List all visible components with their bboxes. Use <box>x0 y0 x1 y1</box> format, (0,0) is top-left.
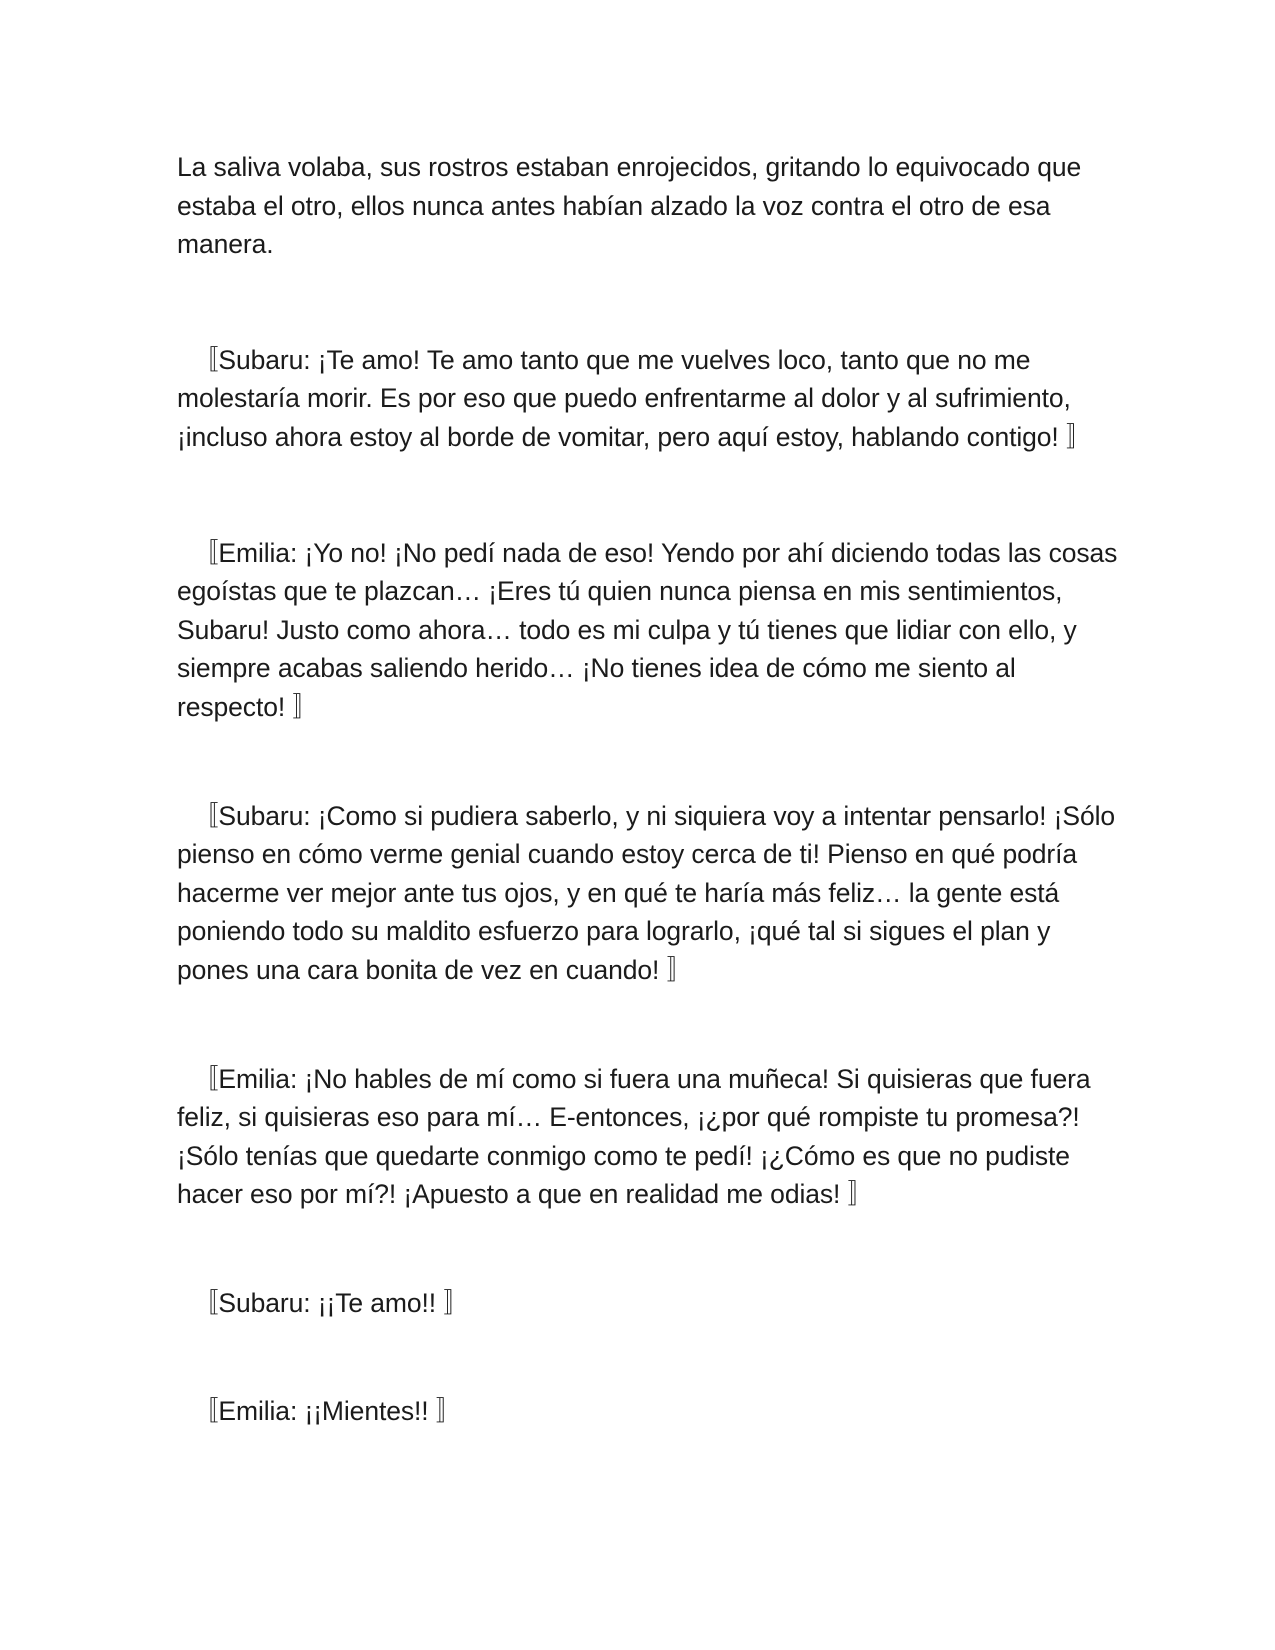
dialogue-emilia-3: 〚Emilia: ¡¡Mientes!! 〛 <box>192 1396 463 1427</box>
narration-paragraph: La saliva volaba, sus rostros estaban enrojecidos, gritando lo equivocado que estaba el otro, ellos nunca antes habían alzado la voz contra el otro de esa manera. <box>177 152 1082 260</box>
document-body <box>177 148 1122 1431</box>
dialogue-subaru-1: 〚Subaru: ¡Te amo! Te amo tanto que me vuelves loco, tanto que no me molestaría morir. Es por eso que puedo enfrentarme al dolor y al sufrimiento, ¡incluso ahora estoy al borde de vomitar, pero aquí estoy, hablando contigo! 〛 <box>177 344 1093 452</box>
dialogue-subaru-3: 〚Subaru: ¡¡Te amo!! 〛 <box>192 1287 470 1318</box>
dialogue-subaru-2: 〚Subaru: ¡Como si pudiera saberlo, y ni siquiera voy a intentar pensarlo! ¡Sólo pienso en cómo verme genial cuando estoy cerca de ti! Pienso en qué podría hacerme ver mejor ante tus ojos, y en qué te haría más feliz… la gente está poniendo todo su maldito esfuerzo para lograrlo, ¡qué tal si sigues el plan y pones una cara bonita de vez en cuando! 〛 <box>177 800 1116 985</box>
dialogue-emilia-2: 〚Emilia: ¡No hables de mí como si fuera una muñeca! Si quisieras que fuera feliz, si quisieras eso para mí… E-entonces, ¡¿por qué rompiste tu promesa?! ¡Sólo tenías que quedarte conmigo como te pedí! ¡¿Cómo es que no pudiste hacer eso por mí?! ¡Apuesto a que en realidad me odias! 〛 <box>177 1063 1091 1210</box>
dialogue-emilia-1: 〚Emilia: ¡Yo no! ¡No pedí nada de eso! Yendo por ahí diciendo todas las cosas egoístas que te plazcan… ¡Eres tú quien nunca piensa en mis sentimientos, Subaru! Justo como ahora… todo es mi culpa y tú tienes que lidiar con ello, y siempre acabas saliendo herido… ¡No tienes idea de cómo me siento al respecto! 〛 <box>177 537 1118 722</box>
